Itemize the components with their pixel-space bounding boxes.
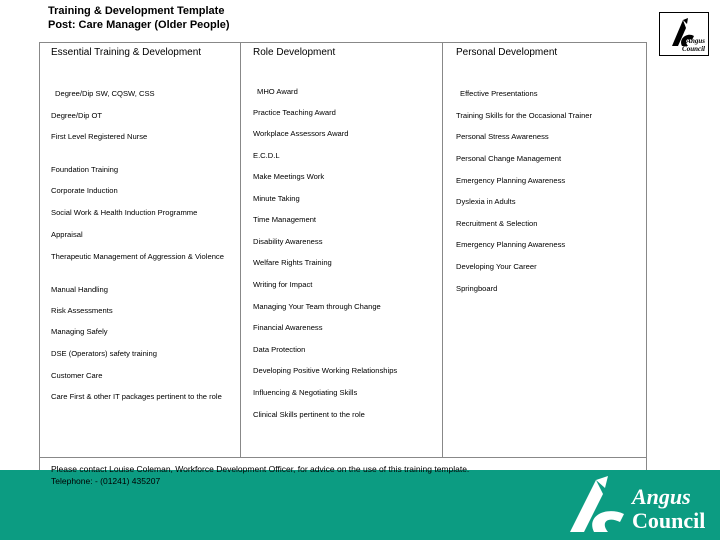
list-item: Financial Awareness xyxy=(253,323,323,332)
angus-council-logo-large xyxy=(566,474,716,536)
logo-large-line1: Angus xyxy=(632,484,691,509)
list-item: Workplace Assessors Award xyxy=(253,129,349,138)
list-item: First Level Registered Nurse xyxy=(51,132,148,141)
list-item: Influencing & Negotiating Skills xyxy=(253,388,358,397)
list-item: Disability Awareness xyxy=(253,237,323,246)
list-item: Social Work & Health Induction Programme xyxy=(51,208,198,217)
logo-large-text xyxy=(632,485,705,533)
title-line-1: Training & Development Template xyxy=(48,5,225,17)
angus-council-logo-small xyxy=(659,12,709,56)
list-item: Practice Teaching Award xyxy=(253,108,336,117)
list-item: Recruitment & Selection xyxy=(456,219,538,228)
list-item: Developing Your Career xyxy=(456,262,537,271)
list-item: Manual Handling xyxy=(51,285,108,294)
logo-small-text xyxy=(682,37,705,53)
list-item: Writing for Impact xyxy=(253,280,313,289)
list-item: Managing Your Team through Change xyxy=(253,302,381,311)
list-item: Make Meetings Work xyxy=(253,172,325,181)
column-divider xyxy=(240,42,241,457)
list-item: Minute Taking xyxy=(253,194,300,203)
list-item: Training Skills for the Occasional Trainer xyxy=(456,111,593,120)
list-item: Therapeutic Management of Aggression & Violence xyxy=(51,252,224,261)
list-item: Clinical Skills pertinent to the role xyxy=(253,410,365,419)
list-item: Customer Care xyxy=(51,371,103,380)
heading-essential: Essential Training & Development xyxy=(51,47,202,58)
list-item: Springboard xyxy=(456,284,498,293)
row-divider xyxy=(39,457,646,458)
list-item: Dyslexia in Adults xyxy=(456,197,516,206)
contact-text: Please contact Louise Coleman, Workforce Development Officer, for advice on the use of this training template. xyxy=(51,464,470,474)
list-item: Foundation Training xyxy=(51,165,119,174)
list-item: DSE (Operators) safety training xyxy=(51,349,157,358)
list-item: Care First & other IT packages pertinent to the role xyxy=(51,392,222,401)
heading-personal: Personal Development xyxy=(456,47,558,58)
telephone-text: Telephone: - (01241) 435207 xyxy=(51,475,161,486)
list-item: Time Management xyxy=(253,215,317,224)
list-item: Risk Assessments xyxy=(51,306,113,315)
list-item: Degree/Dip SW, CQSW, CSS xyxy=(55,89,155,98)
heading-role: Role Development xyxy=(253,47,336,58)
logo-small-line2: Council xyxy=(682,45,705,53)
logo-small-line1: Angus xyxy=(686,37,705,45)
list-item: Personal Stress Awareness xyxy=(456,132,549,141)
list-item: Emergency Planning Awareness xyxy=(456,240,566,249)
list-item: Emergency Planning Awareness xyxy=(456,176,566,185)
column-divider xyxy=(442,42,443,457)
list-item: Data Protection xyxy=(253,345,306,354)
footer-contact xyxy=(51,464,469,487)
list-item: Corporate Induction xyxy=(51,186,118,195)
page-title xyxy=(48,4,230,32)
list-item: Effective Presentations xyxy=(460,89,538,98)
list-item: Developing Positive Working Relationships xyxy=(253,366,398,375)
logo-large-line2: Council xyxy=(632,508,706,533)
list-item: MHO Award xyxy=(257,87,298,96)
list-item: Appraisal xyxy=(51,230,83,239)
list-item: Degree/Dip OT xyxy=(51,111,103,120)
list-item: Managing Safely xyxy=(51,327,108,336)
list-item: E.C.D.L xyxy=(253,151,280,160)
list-item: Welfare Rights Training xyxy=(253,258,332,267)
title-line-2: Post: Care Manager (Older People) xyxy=(48,19,230,31)
angus-logo-icon xyxy=(566,474,630,536)
list-item: Personal Change Management xyxy=(456,154,562,163)
